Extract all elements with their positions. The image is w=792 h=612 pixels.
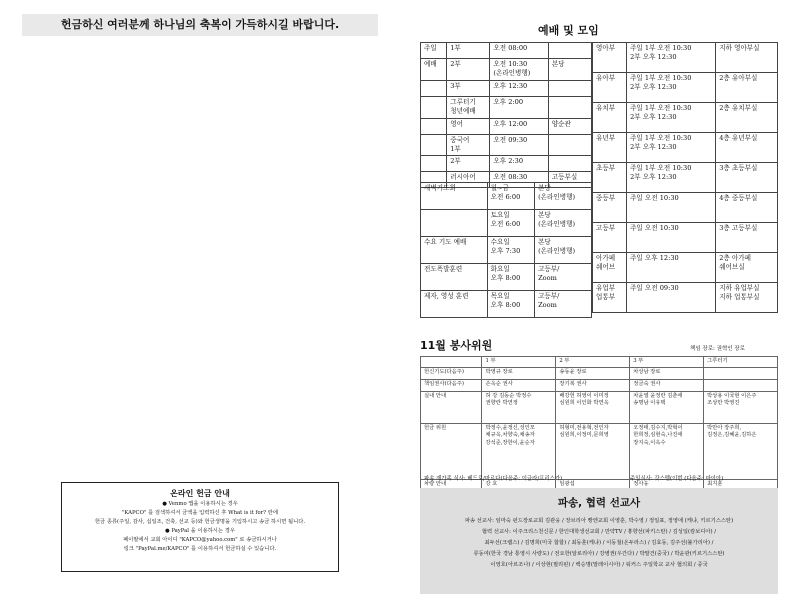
table-row [593,73,778,103]
table-row [421,59,592,81]
table-row [421,96,592,118]
mission-line: 류동여(한국 경남 통영시 사량도) / 전요한(알로리아) / 강병권(우간다) / 박말건(중국) / 박윤관(키르기스스탄) [473,551,725,557]
table-row [421,423,778,479]
table-cell: 3층 고등부실 [716,223,778,253]
table-cell [548,156,591,172]
table-cell [421,80,447,96]
table-row [593,283,778,313]
table-cell: 지하 영아부실 [716,43,778,73]
table-row [593,43,778,73]
table-cell: 2층 유아부실 [716,73,778,103]
mission-box [420,488,778,594]
table-cell: 손옥순 권사 [482,379,556,391]
mission-title: 파송, 협력 선교사 [557,497,641,509]
table-cell: 중국어 1부 [447,134,490,156]
table-cell: 3부 [447,80,490,96]
table-cell: 본당 (온라인병행) [535,183,592,210]
table-cell: 4층 유년부실 [716,133,778,163]
table-cell: 주일 오전 10:30 [627,193,716,223]
table-cell: 유년부 [593,133,627,163]
table-row [421,156,592,172]
table-cell: 헌금 위원 [421,423,482,479]
mission-line: 협력 선교사: 이주크리스천신문 / 한인대학생선교회 / 만약TV / 홍향선(파키스탄) / 김성일(캄보디아) / [481,529,717,535]
table-cell [704,367,778,379]
table-cell: 1부 [447,43,490,59]
table-row [593,163,778,193]
table-row [593,193,778,223]
table-cell: 주일 1부 오전 10:30 2부 오후 12:30 [627,103,716,133]
offering-line: 헌금 종류(주일, 감사, 십일조, 건축, 선교 등)와 헌금생명을 기입하시고 송금 하시면 됩니다. [94,519,306,525]
worship-title: 예배 및 모임 [538,24,599,37]
table-cell: 러시아어 [447,172,490,188]
table-cell: 장기복 권사 [556,379,630,391]
table-cell: 오후 2:00 [490,96,548,118]
table-cell: 본당 (온라인병행) [535,237,592,264]
table-cell: 수요 기도 예배 [421,237,488,264]
table-cell: 토요일 오전 6:00 [487,210,534,237]
offering-line: "KAPCO" 를 검색하셔서 금액을 입력하신 후 What is it for? 란에 [121,510,278,516]
service-note: 책임 장로: 권혁인 장로 [690,346,745,352]
table-cell: 차상남 장로 [630,367,704,379]
table-cell: 헌신기도(다음주) [421,367,482,379]
table-cell: 지하 유업부실 지하 업통부실 [716,283,778,313]
table-cell: 허 강 김동순 박정수 권향란 박연정 [482,391,556,423]
table-cell: 오후 12:30 [490,80,548,96]
meetings-table [420,182,592,318]
table-cell [548,43,591,59]
table-row [421,237,592,264]
table-cell: 중등부 [593,193,627,223]
table-cell: 오전 08:00 [490,43,548,59]
table-cell: 2부 [447,156,490,172]
table-cell [548,80,591,96]
table-cell: 최지훈 [704,479,778,491]
table-cell [704,379,778,391]
table-row [421,379,778,391]
table-cell [421,134,447,156]
meal-footnote: 파송 재가족 식사: 베드로/마르다(다음주: 이글라/프리스가) [424,476,563,482]
table-cell: 차윤열 윤정란 김춘애 송명남 이유택 [630,391,704,423]
offering-line: ● PayPal 을 이용하시는 경우 [165,528,235,534]
table-row [421,391,778,423]
table-cell: 3층 초등부실 [716,163,778,193]
table-cell: 제자, 영성 훈련 [421,291,488,318]
table-header-row [421,357,778,368]
table-cell: 오전 08:30 [490,172,548,188]
table-cell: 유아부 [593,73,627,103]
offering-title: 온라인 헌금 안내 [170,488,230,498]
table-cell: 오전 10:30 (온라인병행) [490,59,548,81]
table-cell [548,134,591,156]
table-cell: 본당 [548,59,591,81]
sunday-meal-footnote: 주일식사: 갓스펠(이번 (다음주: 마이아) [630,476,724,482]
table-cell: 2층 유치부실 [716,103,778,133]
table-cell: 전도폭발훈련 [421,264,488,291]
table-cell: 주일 1부 오전 10:30 2부 오후 12:30 [627,43,716,73]
table-cell: 수요일 오후 7:30 [487,237,534,264]
table-row [421,367,778,379]
table-cell: 주일 [421,43,447,59]
table-row [593,253,778,283]
table-cell: 유업부 업통부 [593,283,627,313]
table-cell: 주일 1부 오전 10:30 2부 오후 12:30 [627,133,716,163]
mission-line: 최두선(크랩스) / 김명희(미국 합합) / 최동훈(케냐) / 이동철(온두라스) / 김효동, 김주선(불가리아) / [484,540,714,546]
department-table [592,42,778,313]
offering-line: 링크 "PayPal.me/KAPCO" 를 이용하셔서 헌금하실 수 있습니다. [123,546,277,552]
table-cell: 주일 1부 오전 10:30 2부 오후 12:30 [627,163,716,193]
mission-line: 파송 선교사: 임마숙 펀드장로교회 김관웅 / 장브리아 빵엔교회 이영훈, 박수영 / 정일표, 정영애 (케냐, 키르기스스탄) [464,518,734,524]
table-cell [421,118,447,134]
table-cell: 정사웅 [630,479,704,491]
table-cell: 예배 [421,59,447,81]
table-cell: 양순관 [548,118,591,134]
offering-line: ● Venmo 앱을 이용하시는 경우 [162,501,238,507]
table-row [421,291,592,318]
column-header: 그루터기 [704,357,778,368]
column-header [421,357,482,368]
mission-line: 이영호(아르조나) / 이상현(필리핀) / 백승명(말레이시아) / 워커스 주일학교 교사 협의회 / 중국 [490,562,708,568]
table-cell: 목요일 오후 8:00 [487,291,534,318]
table-cell: 주일 오전 10:30 [627,223,716,253]
table-row [421,118,592,134]
table-cell: 월~금 오전 6:00 [487,183,534,210]
online-offering-box [61,482,339,572]
column-header: 1 부 [482,357,556,368]
table-cell: 차량 안내 [421,479,482,491]
table-row [421,134,592,156]
table-cell: 아가페 쉐어브 [593,253,627,283]
table-cell: 오정태,김수지,박혁이 한희정,심현숙,나진애 장지숙,이옥수 [630,423,704,479]
table-cell: 유치부 [593,103,627,133]
table-cell: 허형미,전용혁,전인자 심원희,이정미,문희영 [556,423,630,479]
table-cell: 4층 중등부실 [716,193,778,223]
table-cell: 고등부/ Zoom [535,264,592,291]
table-cell: 오후 12:00 [490,118,548,134]
table-cell: 배강헌 허영이 이미정 심원희 이인화 박연옥 [556,391,630,423]
table-cell [548,96,591,118]
table-cell [421,210,488,237]
table-row [421,183,592,210]
table-cell: 고등부/ Zoom [535,291,592,318]
table-cell: 영아부 [593,43,627,73]
table-row [593,103,778,133]
table-cell [421,156,447,172]
table-cell: 고등부 [593,223,627,253]
table-row [421,43,592,59]
column-header: 2 부 [556,357,630,368]
table-cell: 주일 오전 09:30 [627,283,716,313]
table-cell: 박정수,윤정신,성인모 채규옥,차향숙,채송자 강석준,장한이,윤순자 [482,423,556,479]
service-table [420,356,778,492]
table-cell [421,96,447,118]
blessing-banner: 헌금하신 여러분께 하나님의 축복이 가득하시길 바랍니다. [22,14,378,36]
table-cell: 오전 09:30 [490,134,548,156]
table-cell: 고등부실 [548,172,591,188]
table-cell: 영어 [447,118,490,134]
table-cell: 임광섭 [556,479,630,491]
column-header: 3 부 [630,357,704,368]
table-cell: 주일 오후 12:30 [627,253,716,283]
table-row [421,264,592,291]
table-cell: 주일 1부 오전 10:30 2부 오후 12:30 [627,73,716,103]
main-worship-table [420,42,592,188]
offering-line: 페이팔에서 교회 아이디 "KAPCO@yahoo.com" 로 송금하시거나 [123,537,277,543]
table-cell: 초등부 [593,163,627,193]
table-cell: 새벽기도회 [421,183,488,210]
table-cell: 박만아 장주희, 김정은,김혜윤,김하은 [704,423,778,479]
table-cell: 2부 [447,59,490,81]
table-cell: 화요일 오후 8:00 [487,264,534,291]
table-cell: 2층 아가페 쉐어브실 [716,253,778,283]
table-row [421,80,592,96]
table-cell: 박영규 장로 [482,367,556,379]
table-cell: 그루터기 청년예배 [447,96,490,118]
service-title: 11월 봉사위원 [420,339,493,352]
table-cell: 오후 2:30 [490,156,548,172]
table-cell: 강 호 [482,479,556,491]
table-cell: 실내 안내 [421,391,482,423]
table-cell: 정금숙 권사 [630,379,704,391]
table-row [421,210,592,237]
table-cell: 박상용 이국현 이은주 조상만 박영진 [704,391,778,423]
table-cell: 책임권사(다음주) [421,379,482,391]
table-cell: 송동윤 장로 [556,367,630,379]
table-row [593,133,778,163]
table-row [593,223,778,253]
table-cell: 본당 (온라인병행) [535,210,592,237]
